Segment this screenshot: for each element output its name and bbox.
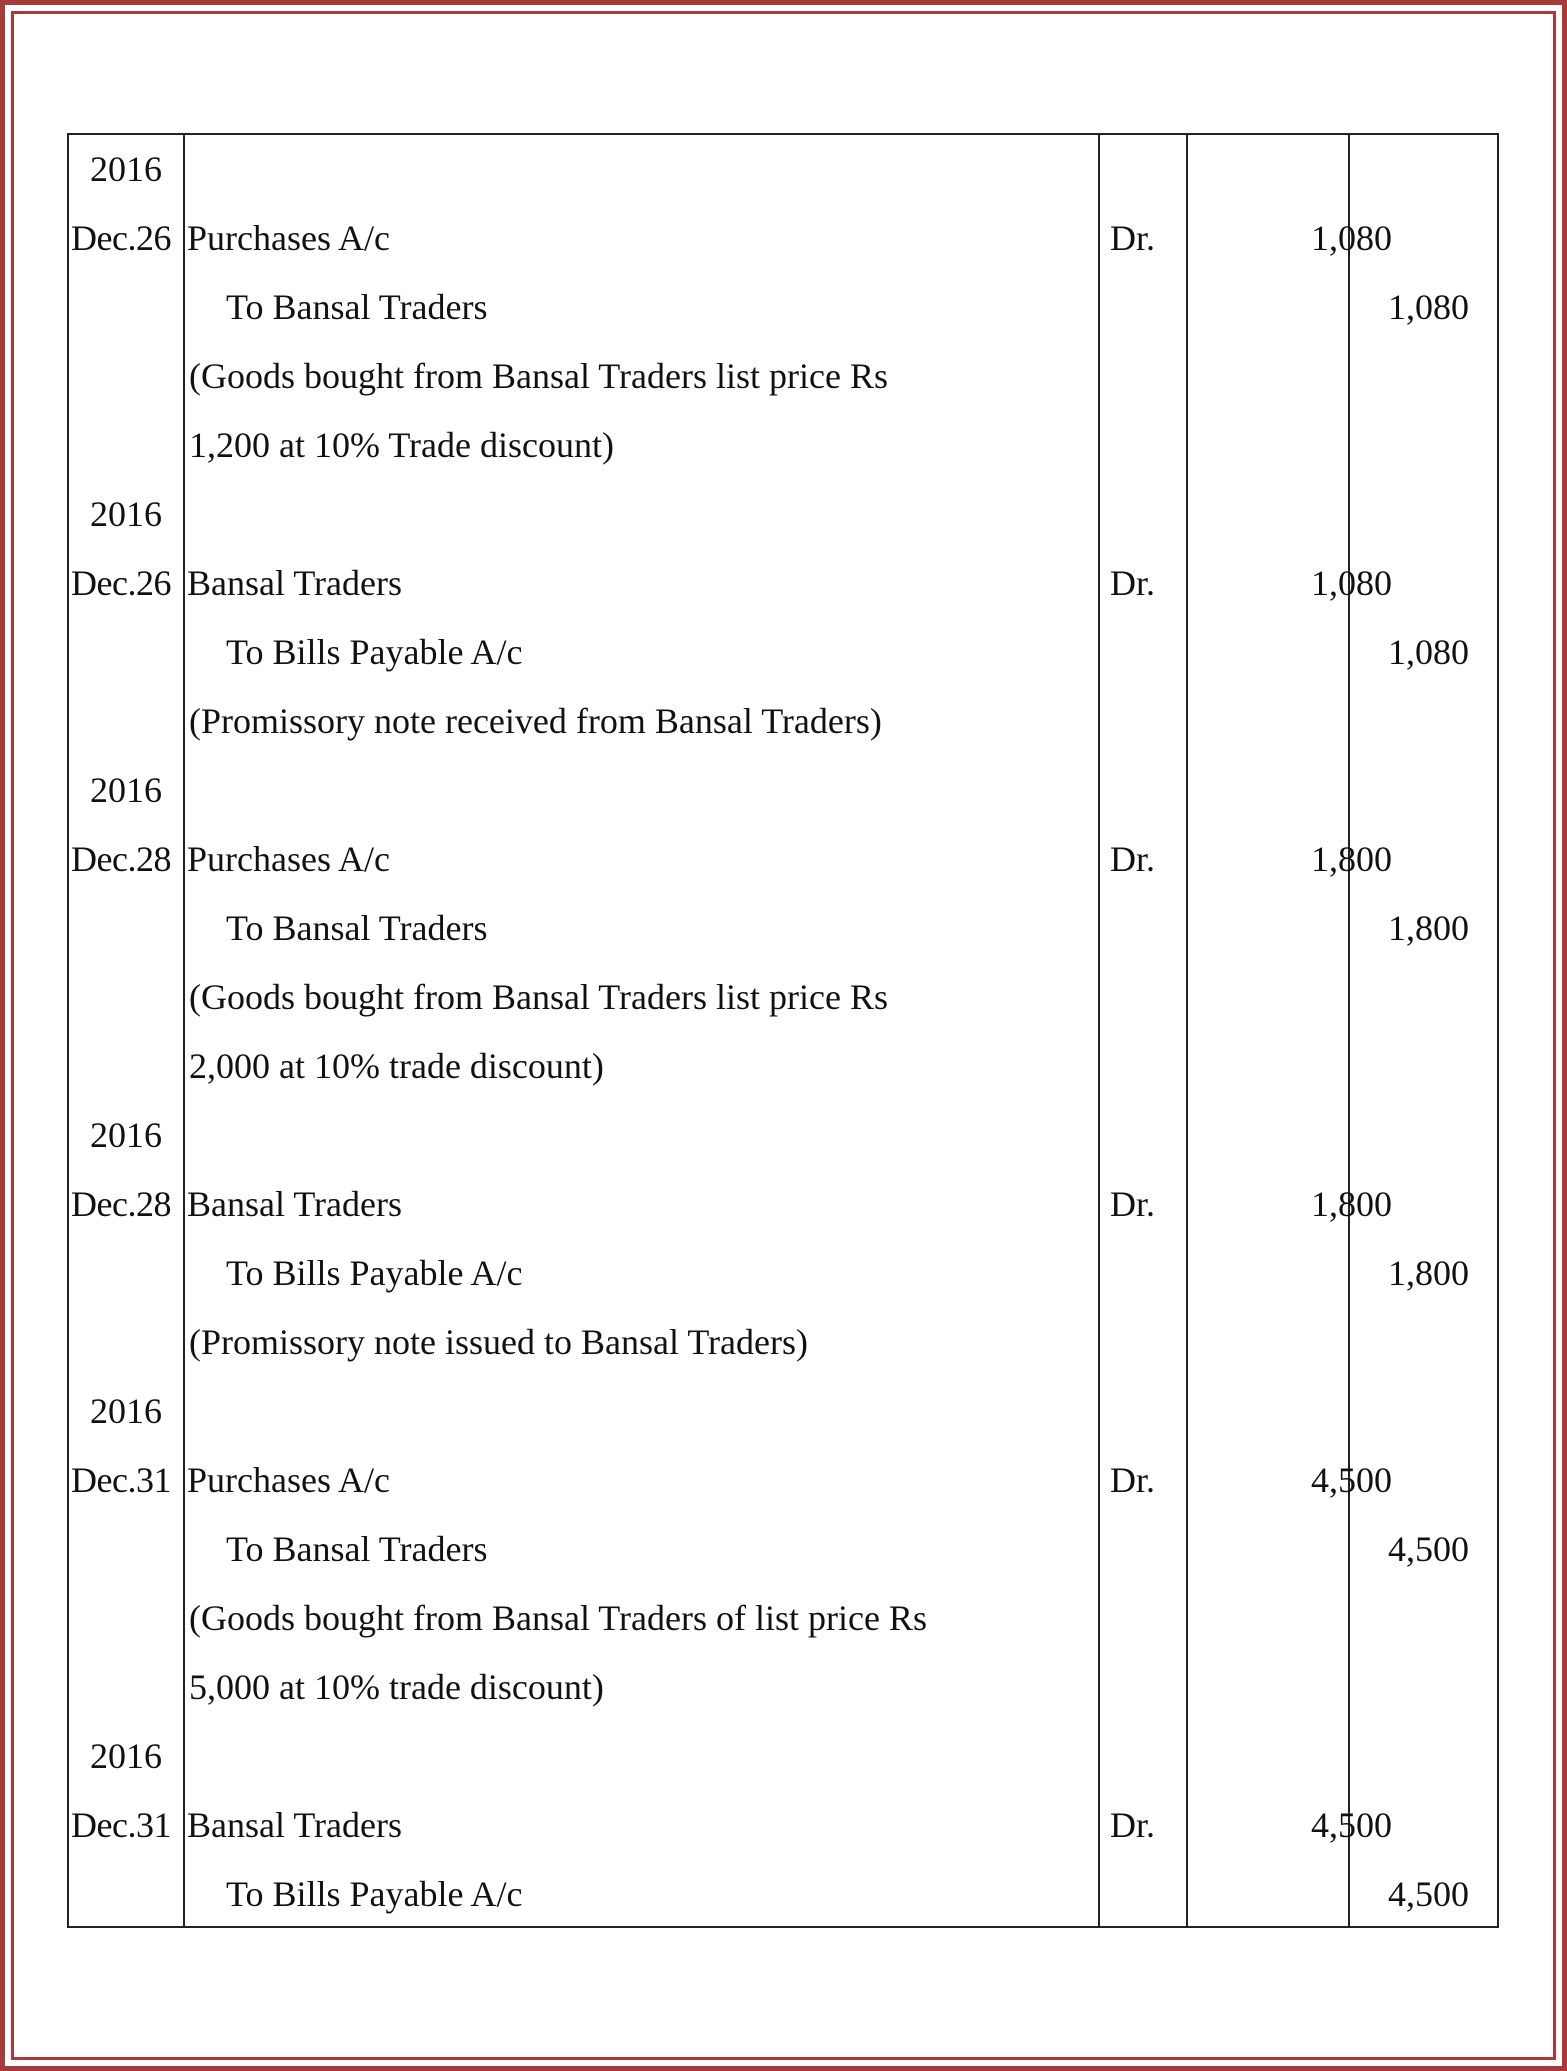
- credit-amount: 1,080: [1388, 287, 1469, 327]
- debit-amount: 1,800: [1311, 1184, 1392, 1224]
- entry-credit-row: [69, 273, 1497, 342]
- entry-date: Dec.26: [71, 218, 171, 258]
- entry-date: Dec.31: [71, 1460, 171, 1500]
- credit-account: To Bansal Traders: [226, 1529, 488, 1569]
- entry-debit-row: [69, 549, 1497, 618]
- debit-account: Bansal Traders: [187, 1805, 402, 1845]
- entry-year-row: [69, 1377, 1497, 1446]
- entry-debit-row: [69, 204, 1497, 273]
- entry-year: 2016: [90, 1391, 162, 1431]
- narration-line: (Goods bought from Bansal Traders list price Rs: [189, 977, 888, 1017]
- narration-line: 5,000 at 10% trade discount): [189, 1667, 604, 1707]
- entry-credit-row: [69, 1515, 1497, 1584]
- entry-credit-row: [69, 894, 1497, 963]
- entry-debit-row: [69, 1446, 1497, 1515]
- entry-year: 2016: [90, 770, 162, 810]
- debit-account: Bansal Traders: [187, 1184, 402, 1224]
- dr-marker: Dr.: [1110, 1805, 1155, 1845]
- entry-year: 2016: [90, 1736, 162, 1776]
- debit-account: Purchases A/c: [187, 218, 390, 258]
- narration-line: (Promissory note issued to Bansal Traders): [189, 1322, 808, 1362]
- credit-account: To Bansal Traders: [226, 908, 488, 948]
- debit-amount: 4,500: [1311, 1805, 1392, 1845]
- debit-account: Purchases A/c: [187, 839, 390, 879]
- entry-date: Dec.28: [71, 839, 171, 879]
- credit-amount: 1,800: [1388, 1253, 1469, 1293]
- entry-date: Dec.26: [71, 563, 171, 603]
- narration-line: (Goods bought from Bansal Traders list price Rs: [189, 356, 888, 396]
- entry-debit-row: [69, 825, 1497, 894]
- entry-year-row: [69, 135, 1497, 204]
- entry-date: Dec.31: [71, 1805, 171, 1845]
- debit-account: Purchases A/c: [187, 1460, 390, 1500]
- narration-row: [69, 1032, 1497, 1101]
- dr-marker: Dr.: [1110, 218, 1155, 258]
- credit-account: To Bills Payable A/c: [226, 1253, 523, 1293]
- debit-amount: 1,080: [1311, 218, 1392, 258]
- narration-row: [69, 1308, 1497, 1377]
- credit-account: To Bills Payable A/c: [226, 1874, 523, 1914]
- entry-year-row: [69, 756, 1497, 825]
- narration-row: [69, 1584, 1497, 1653]
- credit-amount: 4,500: [1388, 1874, 1469, 1914]
- dr-marker: Dr.: [1110, 1460, 1155, 1500]
- entry-credit-row: [69, 1239, 1497, 1308]
- credit-amount: 1,800: [1388, 908, 1469, 948]
- entry-year: 2016: [90, 494, 162, 534]
- narration-line: (Goods bought from Bansal Traders of list price Rs: [189, 1598, 927, 1638]
- narration-row: [69, 1653, 1497, 1722]
- dr-marker: Dr.: [1110, 1184, 1155, 1224]
- debit-amount: 1,080: [1311, 563, 1392, 603]
- narration-line: 1,200 at 10% Trade discount): [189, 425, 614, 465]
- journal-table: [67, 133, 1499, 1928]
- credit-amount: 1,080: [1388, 632, 1469, 672]
- credit-account: To Bills Payable A/c: [226, 632, 523, 672]
- entry-debit-row: [69, 1791, 1497, 1860]
- dr-marker: Dr.: [1110, 839, 1155, 879]
- debit-amount: 4,500: [1311, 1460, 1392, 1500]
- entry-date: Dec.28: [71, 1184, 171, 1224]
- debit-amount: 1,800: [1311, 839, 1392, 879]
- narration-line: 2,000 at 10% trade discount): [189, 1046, 604, 1086]
- debit-account: Bansal Traders: [187, 563, 402, 603]
- dr-marker: Dr.: [1110, 563, 1155, 603]
- narration-row: [69, 687, 1497, 756]
- credit-account: To Bansal Traders: [226, 287, 488, 327]
- narration-row: [69, 411, 1497, 480]
- entry-year-row: [69, 1101, 1497, 1170]
- narration-row: [69, 963, 1497, 1032]
- entry-year: 2016: [90, 149, 162, 189]
- entry-year-row: [69, 1722, 1497, 1791]
- entry-year: 2016: [90, 1115, 162, 1155]
- entry-credit-row: [69, 1860, 1497, 1929]
- narration-row: [69, 342, 1497, 411]
- entry-credit-row: [69, 618, 1497, 687]
- entry-year-row: [69, 480, 1497, 549]
- entry-debit-row: [69, 1170, 1497, 1239]
- narration-line: (Promissory note received from Bansal Traders): [189, 701, 882, 741]
- credit-amount: 4,500: [1388, 1529, 1469, 1569]
